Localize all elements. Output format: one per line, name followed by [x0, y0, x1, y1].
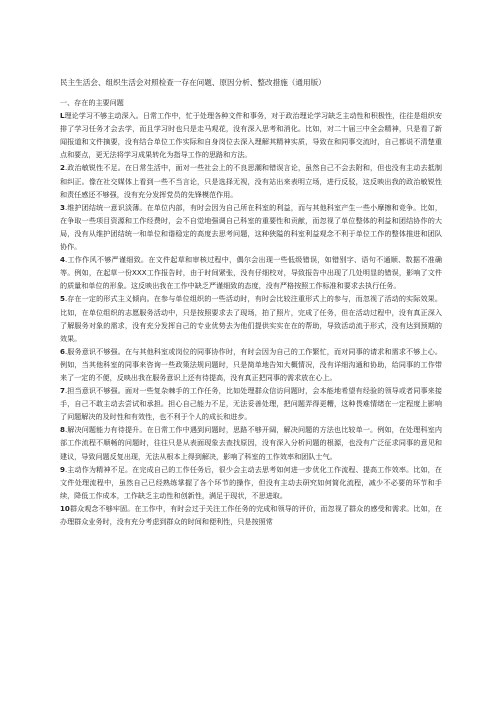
item-number: 5 [60, 294, 65, 304]
paragraph-8 [60, 423, 442, 462]
paragraph-3 [60, 201, 442, 253]
paragraph-5 [60, 292, 442, 344]
item-number: 3 [60, 202, 65, 212]
paragraph-2 [60, 161, 442, 200]
paragraph-text: .政治敏锐性不足。在日常生活中，面对一些社会上的不良思潮和错误言论，虽然自己不会去附和，但也没有主动去抵制和纠正。像在社交媒体上看到一些不当言论，只是选择无视，没有站出来表明立场，进行反驳，这反映出我的政治敏锐性和责任感还不够强，没有充分发挥党员的先锋模范作用。 [60, 163, 442, 199]
item-number: 4 [60, 255, 65, 265]
paragraph-10 [60, 502, 442, 528]
paragraph-4 [60, 253, 442, 292]
item-number: 10 [60, 503, 70, 513]
section-heading: 一、存在的主要问题 [60, 98, 124, 107]
paragraph-9 [60, 463, 442, 502]
paragraph-1 [60, 109, 442, 161]
document-body [60, 96, 442, 528]
item-number: 6 [60, 346, 65, 356]
paragraph-text: .解决问题能力有待提升。在日常工作中遇到问题时，思路不够开阔，解决问题的方法也比较单一。例如，在处理科室内部工作流程不顺畅的问题时，往往只是从表面现象去查找原因，没有深入分析问题的根源，也没有广泛征求同事的意见和建议，导致问题反复出现，无法从根本上得到解决，影响了科室的工作效率和团队士气。 [60, 425, 442, 461]
paragraph-text: 群众观念不够牢固。在工作中，有时会过于关注工作任务的完成和领导的评价，而忽视了群众的感受和需求。比如，在办理群众业务时，没有充分考虑到群众的时间和便利性，只是按照常 [60, 503, 442, 526]
document-title: 民主生活会、组织生活会对照检查一存在问题、原因分析、整改措施（通用版） [60, 78, 326, 87]
paragraph-text: .主动作为精神不足。在完成自己的工作任务后，很少会主动去思考如何进一步优化工作流程、提高工作效率。比如，在文件处理流程中，虽然自己已经熟练掌握了各个环节的操作，但没有主动去研究如何简化流程，减少不必要的环节和手续，降低工作成本，工作缺乏主动性和创新性，满足于现状，不思进取。 [60, 464, 442, 500]
item-number: 2 [60, 163, 65, 173]
paragraph-text: .存在一定的形式主义倾向。在参与单位组织的一些活动时，有时会比较注重形式上的参与，而忽视了活动的实际效果。比如，在单位组织的志愿服务活动中，只是按照要求去了现场，拍了照片，完成了任务，但在活动过程中，没有真正深入了解服务对象的需求，没有充分发挥自己的专业优势去为他们提供实实在在的帮助，导致活动流于形式，没有达到预期的效果。 [60, 294, 442, 343]
paragraph-text: .担当意识不够强。面对一些复杂棘手的工作任务，比如处理群众信访问题时，会本能地希望有经验的领导或者同事来接手，自己不敢主动去尝试和承担。担心自己能力不足，无法妥善处理，把问题弄得更糟，这种畏难情绪在一定程度上影响了问题解决的及时性和有效性，也不利于个人的成长和进步。 [60, 386, 442, 422]
item-number: 9 [60, 464, 65, 474]
item-number: 8 [60, 425, 65, 435]
item-number: L [60, 111, 65, 121]
paragraph-7 [60, 384, 442, 423]
paragraph-6 [60, 345, 442, 384]
paragraph-text: .服务意识不够强。在与其他科室或岗位的同事协作时，有时会因为自己的工作繁忙，而对同事的请求和需求不够上心。例如，当其他科室的同事来咨询一些政策法规问题时，只是简单地告知大概情况，没有详细沟通和协助，给同事的工作带来了一定的不便，反映出我在服务意识上还有待提高，没有真正把同事的需求放在心上。 [60, 346, 442, 382]
paragraph-text: .维护团结统一意识淡薄。在单位内部，有时会因为自己所在科室的利益，而与其他科室产生一些小摩擦和竞争。比如，在争取一些项目资源和工作经费时，会不自觉地强调自己科室的重要性和贡献，而忽视了单位整体的利益和团结协作的大局，没有从维护团结统一和单位和谐稳定的高度去思考问题，这种狭隘的科室利益观念不利于单位工作的整体推进和团队协作。 [60, 202, 442, 252]
paragraph-text: 理论学习不够主动深入。日常工作中，忙于处理各种文件和事务，对于政治理论学习缺乏主动性和积极性，往往是组织安排了学习任务才会去学，而且学习时也只是走马观花，没有深入思考和消化。比如，对二十届三中全会精神，只是看了新闻报道和文件摘要，没有结合单位工作实际和自身岗位去深入理解其精神实质，导致在和同事交流时，自己都说不清楚重点和要点，更无法将学习成果转化为指导工作的思路和方法。 [60, 111, 442, 160]
paragraph-text: .工作作风不够严谨细致。在文件起草和审核过程中，偶尔会出现一些低级错误，如错别字、语句不通顺、数据不准确等。例如，在起草一份XXX工作报告时，由于时间紧张，没有仔细校对，导致报告中出现了几处明显的错误，影响了文件的质量和单位的形象。这反映出我在工作中缺乏严谨细致的态度，没有严格按照工作标准和要求去执行任务。 [60, 255, 442, 291]
item-number: 7 [60, 386, 65, 396]
